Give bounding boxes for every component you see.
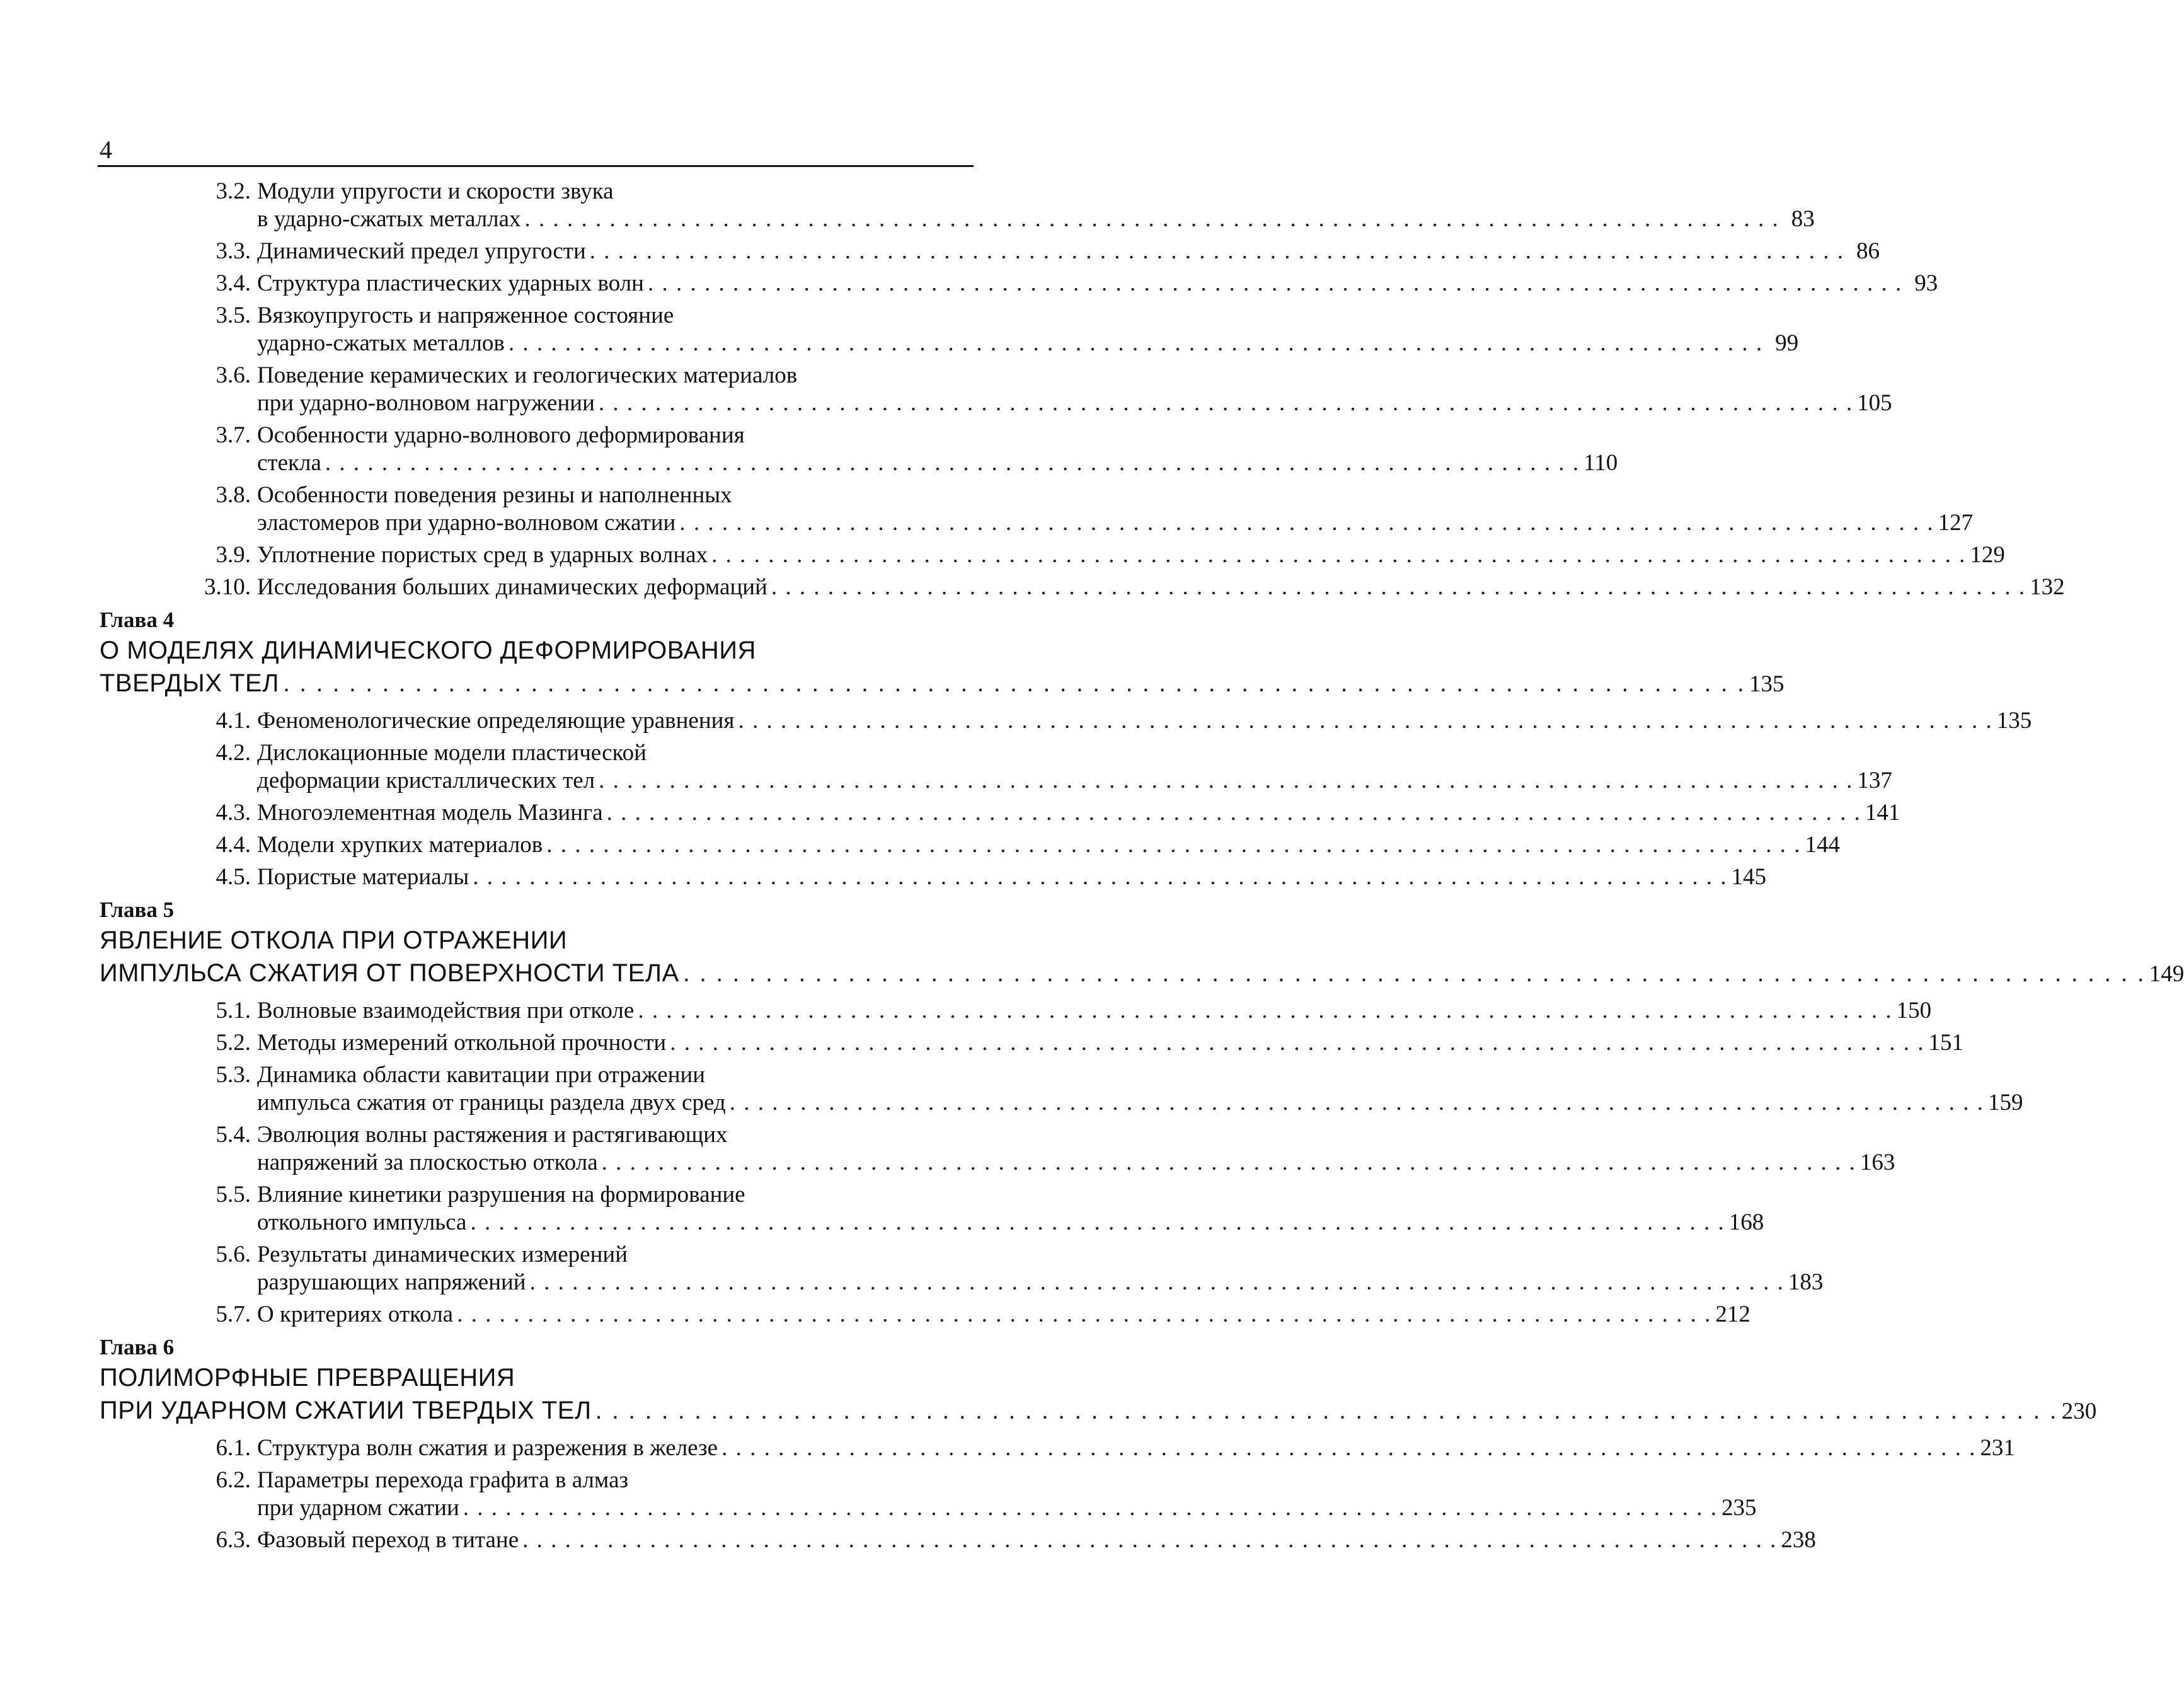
dot-leader: [738, 707, 1992, 735]
toc-entry-line: [257, 1029, 1963, 1057]
page-ref: 83: [1791, 206, 1815, 232]
toc-entry-line: [257, 449, 1618, 477]
page-ref: 163: [1859, 1150, 1895, 1175]
section-number: 6.2.: [216, 1467, 251, 1493]
section-title: ударно-сжатых металлов: [257, 330, 505, 356]
toc-entry: [100, 302, 1799, 357]
page-ref: 235: [1721, 1495, 1757, 1521]
toc-entry-body: [257, 831, 1840, 859]
page-ref: 127: [1938, 510, 1974, 536]
section-title: Многоэлементная модель Мазинга: [257, 800, 603, 826]
toc-entry: [100, 1061, 2023, 1117]
toc-entry-line: [257, 799, 1900, 827]
toc-entry-body: [257, 541, 2005, 569]
toc-entry-line: [257, 481, 1973, 509]
dot-leader: [463, 1494, 1718, 1522]
toc-entry: [100, 362, 1892, 417]
section-title: деформации кристаллических тел: [257, 768, 595, 793]
section-number: 5.2.: [216, 1030, 251, 1056]
dot-leader: [599, 767, 1853, 795]
chapter-title-text: ЯВЛЕНИЕ ОТКОЛА ПРИ ОТРАЖЕНИИ: [100, 926, 568, 954]
toc-entry-body: [257, 863, 1766, 891]
page-ref: 135: [1996, 708, 2032, 734]
section-title: разрушающих напряжений: [257, 1269, 526, 1295]
dot-leader: [470, 1209, 1725, 1237]
section-title: Эволюция волны растяжения и растягивающих: [257, 1122, 728, 1148]
toc-entry-body: [257, 799, 1900, 827]
toc-entry-body: [257, 1061, 2023, 1117]
dot-leader: [457, 1301, 1711, 1329]
page-ref: 86: [1856, 238, 1880, 264]
chapter-title-line: [100, 924, 975, 957]
section-number: 6.3.: [216, 1527, 251, 1553]
section-title: Уплотнение пористых сред в ударных волнах: [257, 542, 708, 568]
section-title: напряжений за плоскостью откола: [257, 1150, 598, 1175]
page-ref: 212: [1715, 1301, 1750, 1327]
dot-leader: [602, 1149, 1856, 1177]
section-title: импульса сжатия от границы раздела двух сред: [257, 1090, 726, 1116]
section-title: Дислокационные модели пластической: [257, 740, 647, 766]
page-ref: 144: [1805, 832, 1840, 858]
section-number: 3.9.: [216, 542, 251, 568]
chapter-title-text: ИМПУЛЬСА СЖАТИЯ ОТ ПОВЕРХНОСТИ ТЕЛА: [100, 959, 679, 987]
section-title: эластомеров при ударно-волновом сжатии: [257, 510, 676, 536]
page-ref: 99: [1775, 330, 1799, 356]
toc-entry-line: [257, 1061, 2023, 1089]
page-ref: 150: [1896, 998, 1932, 1023]
section-number: 3.7.: [216, 422, 251, 448]
toc-entry-body: [257, 1029, 1963, 1057]
section-number: 3.2.: [216, 178, 251, 204]
section-number: 4.1.: [216, 708, 251, 734]
toc-entry-body: [257, 739, 1892, 795]
dot-leader: [711, 541, 1966, 569]
toc-entry-line: [257, 302, 1798, 330]
toc-entry-body: [257, 178, 1815, 233]
toc-entry-line: [257, 707, 2032, 735]
chapter-title: [100, 1361, 2097, 1428]
table-of-contents: [100, 178, 2184, 1559]
section-title: Влияние кинетики разрушения на формирование: [257, 1182, 745, 1208]
page-ref: 137: [1857, 768, 1892, 793]
section-number: 6.1.: [216, 1435, 251, 1461]
toc-entry-body: [257, 362, 1892, 417]
section-title: Модули упругости и скорости звука: [257, 178, 614, 204]
chapter-title-line: [100, 667, 1785, 701]
dot-leader: [683, 957, 2146, 989]
section-title: Структура волн сжатия и разрежения в железе: [257, 1435, 718, 1461]
section-title: Методы измерений откольной прочности: [257, 1030, 667, 1056]
toc-entry-body: [257, 1467, 1757, 1522]
dot-leader: [670, 1029, 1924, 1057]
toc-entry-line: [257, 238, 1880, 265]
dot-leader: [721, 1434, 1976, 1462]
toc-entry: [100, 270, 1938, 297]
toc-entry-body: [257, 302, 1798, 357]
toc-entry-line: [257, 541, 2005, 569]
toc-entry-body: [257, 707, 2032, 735]
chapter-label: Глава 4: [100, 608, 175, 632]
toc-entry-line: [257, 1241, 1823, 1269]
page-ref: 231: [1980, 1435, 2015, 1461]
dot-leader: [473, 863, 1727, 891]
page-number: 4: [100, 136, 112, 164]
dot-leader: [638, 997, 1892, 1025]
section-number: 3.4.: [216, 270, 251, 296]
toc-entry-line: [257, 1467, 1757, 1494]
section-number: 3.6.: [216, 362, 251, 388]
toc-entry-body: [257, 1526, 1816, 1554]
section-title: Параметры перехода графита в алмаз: [257, 1467, 629, 1493]
chapter-title-line: [100, 1394, 2097, 1428]
toc-entry-line: [257, 767, 1892, 795]
toc-entry-line: [257, 997, 1931, 1025]
chapter-title: [100, 634, 1785, 701]
toc-entry: [100, 739, 1892, 795]
page-ref: 129: [1970, 542, 2005, 568]
toc-entry-line: [257, 270, 1938, 297]
chapter-title-line: [100, 634, 975, 667]
dot-leader: [546, 831, 1801, 859]
section-title: Динамический предел упругости: [257, 238, 586, 264]
section-title: О критериях откола: [257, 1301, 454, 1327]
section-title: Особенности поведения резины и наполненных: [257, 482, 732, 508]
toc-entry: [100, 1434, 2015, 1462]
page-ref: 168: [1728, 1209, 1764, 1235]
toc-entry-line: [257, 1269, 1823, 1296]
dot-leader: [590, 238, 1844, 265]
toc-entry: [100, 1301, 1750, 1329]
section-number: 5.7.: [216, 1301, 251, 1327]
section-title: стекла: [257, 450, 321, 476]
toc-entry-line: [257, 1121, 1895, 1149]
section-number: 5.3.: [216, 1062, 251, 1088]
page-ref: 110: [1583, 450, 1618, 476]
chapter-title-text: ПОЛИМОРФНЫЕ ПРЕВРАЩЕНИЯ: [100, 1364, 515, 1392]
chapter-label: Глава 6: [100, 1335, 175, 1359]
toc-entry-line: [257, 863, 1766, 891]
toc-entry-body: [257, 1181, 1764, 1237]
section-title: при ударно-волновом нагружении: [257, 390, 595, 416]
toc-entry-line: [257, 1149, 1895, 1177]
toc-entry: [100, 863, 1766, 891]
section-number: 3.8.: [216, 482, 251, 508]
section-title: Динамика области кавитации при отражении: [257, 1062, 706, 1088]
section-number: 5.5.: [216, 1182, 251, 1208]
toc-entry: [100, 1029, 1963, 1057]
page-ref: 151: [1928, 1030, 1963, 1056]
section-title: Модели хрупких материалов: [257, 832, 543, 858]
toc-entry-line: [257, 1209, 1764, 1237]
toc-entry: [100, 574, 2065, 601]
dot-leader: [530, 1269, 1785, 1296]
dot-leader: [599, 389, 1853, 417]
chapter-title-line: [100, 1361, 975, 1394]
toc-entry-body: [257, 1434, 2015, 1462]
section-title: откольного импульса: [257, 1209, 467, 1235]
toc-entry-line: [257, 1089, 2023, 1117]
dot-leader: [525, 205, 1779, 233]
section-number: 5.1.: [216, 998, 251, 1023]
dot-leader: [648, 270, 1902, 297]
chapter-title: [100, 924, 2184, 991]
page-ref: 145: [1731, 864, 1766, 890]
section-number: 3.3.: [216, 238, 251, 264]
dot-leader: [522, 1526, 1777, 1554]
section-title: Поведение керамических и геологических материалов: [257, 362, 798, 388]
dot-leader: [325, 449, 1580, 477]
dot-leader: [607, 799, 1861, 827]
toc-entry-line: [257, 739, 1892, 767]
page-ref: 132: [2030, 574, 2065, 600]
section-title: Пористые материалы: [257, 864, 469, 890]
toc-entry: [100, 1181, 1764, 1237]
section-title: Особенности ударно-волнового деформирования: [257, 422, 745, 448]
toc-entry-line: [257, 362, 1892, 389]
chapter-title-text: ПРИ УДАРНОМ СЖАТИИ ТВЕРДЫХ ТЕЛ: [100, 1397, 592, 1424]
section-title: при ударном сжатии: [257, 1495, 459, 1521]
toc-entry: [100, 1526, 1816, 1554]
toc-entry-line: [257, 205, 1815, 233]
section-title: Феноменологические определяющие уравнения: [257, 708, 735, 734]
page-ref: 159: [1987, 1090, 2023, 1116]
section-title: Волновые взаимодействия при отколе: [257, 998, 635, 1023]
toc-entry: [100, 707, 2032, 735]
section-title: Результаты динамических измерений: [257, 1242, 628, 1267]
page-ref: 149: [2149, 961, 2184, 987]
toc-entry-body: [257, 238, 1880, 265]
section-title: Исследования больших динамических деформаций: [257, 574, 767, 600]
section-number: 4.2.: [216, 740, 251, 766]
section-number: 3.10.: [204, 574, 251, 600]
header-rule: [98, 165, 974, 167]
toc-entry: [100, 178, 1815, 233]
dot-leader: [679, 509, 1934, 537]
section-number: 5.6.: [216, 1242, 251, 1267]
page-ref: 135: [1749, 671, 1785, 697]
section-number: 4.5.: [216, 864, 251, 890]
toc-entry-line: [257, 389, 1892, 417]
toc-entry-body: [257, 997, 1931, 1025]
toc-entry-line: [257, 178, 1815, 205]
section-number: 5.4.: [216, 1122, 251, 1148]
toc-entry-line: [257, 330, 1798, 357]
toc-entry: [100, 997, 1932, 1025]
page-ref: 238: [1781, 1527, 1816, 1553]
toc-entry-line: [257, 1494, 1757, 1522]
toc-entry-line: [257, 1301, 1750, 1329]
section-title: Структура пластических ударных волн: [257, 270, 644, 296]
toc-entry: [100, 799, 1900, 827]
toc-entry-line: [257, 1434, 2015, 1462]
section-title: Фазовый переход в титане: [257, 1527, 519, 1553]
toc-entry-line: [257, 509, 1973, 537]
toc-entry-line: [257, 422, 1618, 449]
toc-entry: [100, 1121, 1895, 1177]
toc-entry: [100, 831, 1840, 859]
section-number: 3.5.: [216, 303, 251, 328]
dot-leader: [283, 667, 1745, 700]
toc-entry-line: [257, 574, 2065, 601]
page-ref: 93: [1914, 270, 1938, 296]
toc-entry: [100, 238, 1880, 265]
section-number: 4.3.: [216, 800, 251, 826]
chapter-title-text: ТВЕРДЫХ ТЕЛ: [100, 669, 279, 697]
toc-entry-line: [257, 831, 1840, 859]
toc-entry-line: [257, 1181, 1764, 1209]
toc-entry: [100, 1241, 1824, 1296]
dot-leader: [509, 330, 1763, 357]
toc-entry-body: [257, 574, 2065, 601]
section-title: в ударно-сжатых металлах: [257, 206, 521, 232]
section-number: 4.4.: [216, 832, 251, 858]
dot-leader: [730, 1089, 1984, 1117]
toc-entry-body: [257, 422, 1618, 477]
section-title: Вязкоупругость и напряженное состояние: [257, 303, 674, 328]
page-ref: 230: [2061, 1398, 2097, 1424]
toc-entry-body: [257, 1241, 1823, 1296]
toc-entry-line: [257, 1526, 1816, 1554]
page-ref: 141: [1865, 800, 1900, 826]
toc-entry: [100, 541, 2005, 569]
toc-entry-body: [257, 1121, 1895, 1177]
chapter-title-line: [100, 957, 2184, 991]
page-ref: 105: [1857, 390, 1892, 416]
dot-leader: [771, 574, 2026, 601]
toc-entry: [100, 422, 1618, 477]
page-ref: 183: [1788, 1269, 1824, 1295]
toc-entry-body: [257, 1301, 1750, 1329]
dot-leader: [595, 1394, 2058, 1427]
chapter-title-text: О МОДЕЛЯХ ДИНАМИЧЕСКОГО ДЕФОРМИРОВАНИЯ: [100, 637, 756, 664]
toc-entry: [100, 1467, 1757, 1522]
toc-entry-body: [257, 481, 1973, 537]
toc-entry: [100, 481, 1974, 537]
chapter-label: Глава 5: [100, 897, 175, 922]
toc-entry-body: [257, 270, 1938, 297]
